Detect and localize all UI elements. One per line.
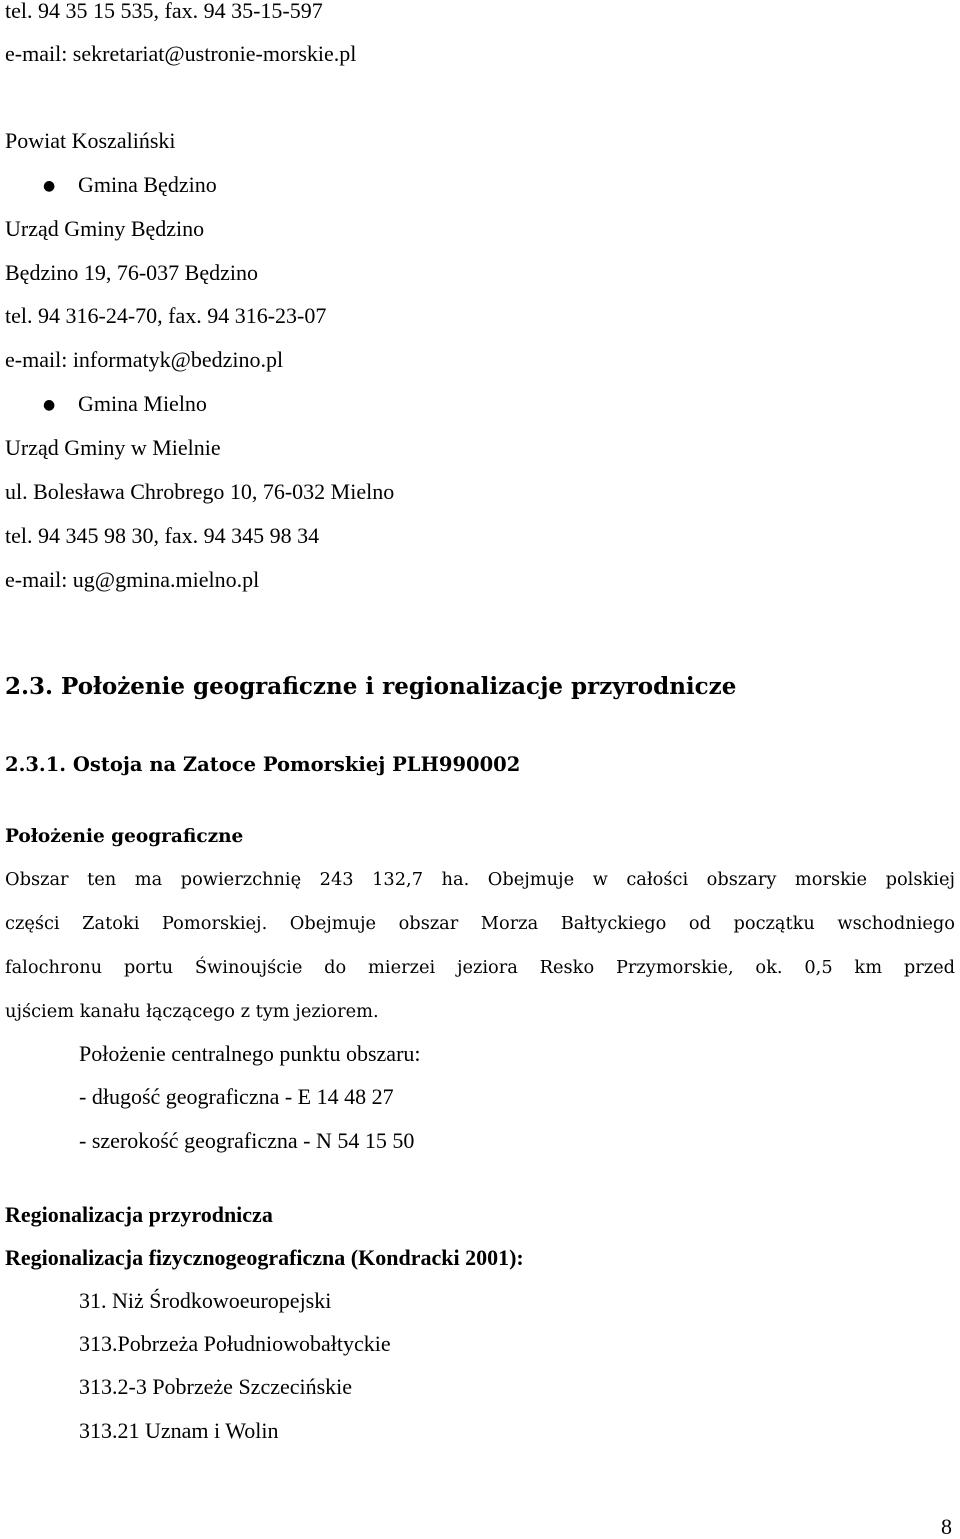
mielno-address: ul. Bolesława Chrobrego 10, 76-032 Mielno [5, 479, 395, 504]
section-heading: 2.3. Położenie geograficzne i regionalizacje przyrodnicze [5, 673, 737, 700]
bullet-icon: ● [43, 178, 56, 194]
mielno-office: Urząd Gminy w Mielnie [5, 435, 221, 460]
bedzino-email-line [5, 347, 283, 373]
contact-phone-line: tel. 94 35 15 535, fax. 94 35-15-597 [5, 0, 323, 23]
bedzino-email-link[interactable]: informatyk@bedzino.pl [72, 347, 284, 372]
latitude-line: - szerokość geograficzna - N 54 15 50 [79, 1128, 415, 1153]
paragraph-line: Obszar ten ma powierzchnię 243 132,7 ha. Obejmuje w całości obszary morskie polskiej [5, 869, 955, 890]
bedzino-phone: tel. 94 316-24-70, fax. 94 316-23-07 [5, 303, 327, 328]
paragraph-line: ujściem kanału łączącego z tym jeziorem. [5, 1001, 379, 1022]
mielno-email: e-mail: ug@gmina.mielno.pl [5, 567, 260, 592]
geo-paragraph [5, 858, 955, 1034]
region-heading: Regionalizacja przyrodnicza [5, 1202, 273, 1227]
bedzino-address: Będzino 19, 76-037 Będzino [5, 260, 258, 285]
mielno-phone: tel. 94 345 98 30, fax. 94 345 98 34 [5, 523, 320, 548]
longitude-line: - długość geograficzna - E 14 48 27 [79, 1084, 394, 1109]
region-item: 313.Pobrzeża Południowobałtyckie [79, 1331, 391, 1356]
region-item: 31. Niż Środkowoeuropejski [79, 1288, 332, 1313]
list-item-gmina-mielno [43, 391, 207, 418]
contact-email-line: e-mail: sekretariat@ustronie-morskie.pl [5, 41, 357, 66]
region-item: 313.21 Uznam i Wolin [79, 1418, 279, 1443]
powiat-heading: Powiat Koszaliński [5, 128, 176, 153]
email-prefix: e-mail: [5, 347, 73, 372]
bedzino-office: Urząd Gminy Będzino [5, 216, 205, 241]
paragraph-line: falochronu portu Świnoujście do mierzei jeziora Resko Przymorskie, ok. 0,5 km przed [5, 957, 955, 978]
centre-point-label: Położenie centralnego punktu obszaru: [79, 1041, 421, 1066]
region-item: 313.2-3 Pobrzeże Szczecińskie [79, 1374, 353, 1399]
page-number: 8 [941, 1514, 952, 1539]
bullet-icon: ● [43, 397, 56, 413]
region-subheading: Regionalizacja fizycznogeograficzna (Kondracki 2001): [5, 1245, 524, 1270]
paragraph-line: części Zatoki Pomorskiej. Obejmuje obszar Morza Bałtyckiego od początku wschodniego [5, 913, 955, 934]
geo-heading: Położenie geograficzne [5, 826, 244, 847]
list-item-gmina-bedzino [43, 172, 217, 199]
gmina-bedzino-label: Gmina Będzino [78, 172, 217, 197]
subsection-heading: 2.3.1. Ostoja na Zatoce Pomorskiej PLH990002 [5, 753, 521, 776]
gmina-mielno-label: Gmina Mielno [78, 391, 207, 416]
